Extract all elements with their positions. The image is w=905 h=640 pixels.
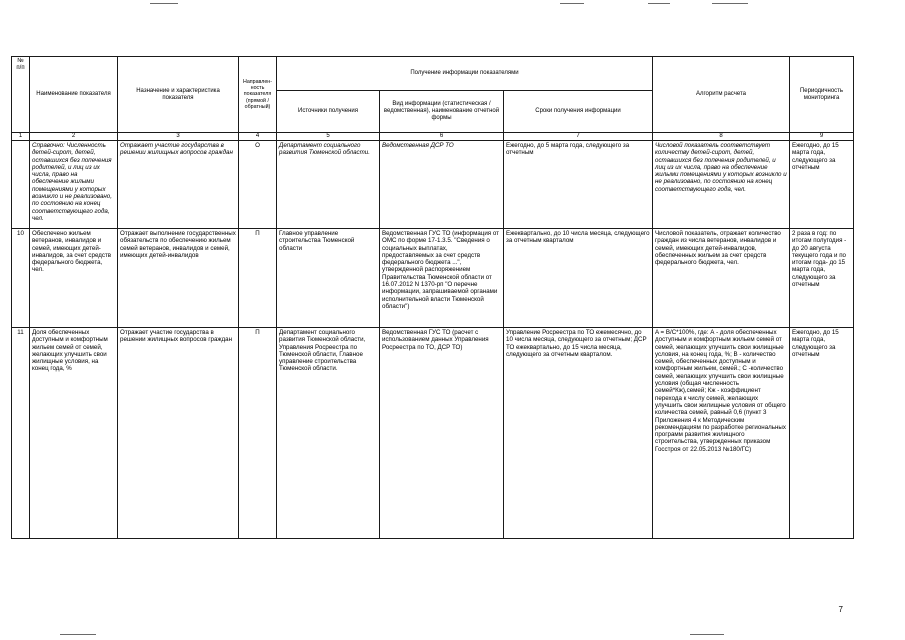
row-purpose: Отражает выполнение государственных обязательств по обеспечению жильем семей ветеранов, инвалидов и семей, имеющих детей-инвалидов (118, 229, 239, 328)
header-algorithm: Алгоритм расчета (653, 57, 790, 133)
col-number: 2 (30, 133, 118, 141)
row-name: Справочно: Численность детей-сирот, детей, оставшихся без попечения родителей, и лиц из их числа, право на обеспечение жилыми помещениями у которых возникло и не реализовано, по состоянию на конец соответствующего года, чел. (30, 141, 118, 229)
scan-edge-top-3 (648, 3, 670, 4)
row-algorithm: Числовой показатель соответствует количеству детей-сирот, детей, оставшихся без попечения родителей, и лиц из их числа, право на обеспечение жилыми помещениями у которых возникло и не реализовано, по состоянию на конец соответствующего года, чел. (653, 141, 790, 229)
row-direction: П (239, 229, 277, 328)
scan-edge-top-2 (560, 3, 584, 4)
col-number: 6 (380, 133, 504, 141)
scan-edge-top-4 (712, 3, 748, 4)
row-num (12, 141, 30, 229)
col-number: 9 (790, 133, 854, 141)
row-info-terms: Управление Росреестра по ТО ежемесячно, до 10 числа месяца, следующего за отчетным; ДСР ТО ежеквартально, до 15 числа месяца, следующего за отчетным кварталом. (504, 328, 653, 539)
row-periodicity: Ежегодно, до 15 марта года, следующего за отчетным (790, 141, 854, 229)
table-row (12, 328, 854, 539)
row-info-terms: Ежегодно, до 5 марта года, следующего за отчетным (504, 141, 653, 229)
col-number: 3 (118, 133, 239, 141)
header-direction: Направлен-ность показателя (прямой / обратный) (239, 57, 277, 133)
header-num: № п/п (12, 57, 30, 133)
row-purpose: Отражает участие государства в решении жилищных вопросов граждан (118, 141, 239, 229)
header-info-group: Получение информации показателями (277, 57, 653, 91)
row-info-type: Ведомственная ДСР ТО (380, 141, 504, 229)
row-info-type: Ведомственная ГУС ТО (информация от ОМС по форме 17-1.3.5. "Сведения о социальных выплатах, предоставляемых за счет средств федерального бюджета ...", утвержденной распоряжением Правительства Тюменской области от 16.07.2012 N 1370-рп "О перечне информации, запрашиваемой органами исполнительной власти Тюменской области") (380, 229, 504, 328)
table-row (12, 141, 854, 229)
row-info-terms: Ежеквартально, до 10 числа месяца, следующего за отчетным кварталом (504, 229, 653, 328)
col-number: 1 (12, 133, 30, 141)
header-name: Наименование показателя (30, 57, 118, 133)
scan-edge-bottom-1 (60, 634, 96, 635)
row-purpose: Отражает участие государства в решении жилищных вопросов граждан (118, 328, 239, 539)
page-number: 7 (838, 605, 843, 614)
row-info-type: Ведомственная ГУС ТО (расчет с использованием данных Управления Росреестра по ТО, ДСР ТО) (380, 328, 504, 539)
indicator-table (11, 56, 854, 539)
scan-edge-top-1 (150, 3, 178, 4)
table-row (12, 229, 854, 328)
header-sources: Источники получения (277, 91, 380, 133)
row-direction: О (239, 141, 277, 229)
row-name: Доля обеспеченных доступным и комфортным жильем семей от семей, желающих улучшить свои жилищные условия, на конец года, % (30, 328, 118, 539)
row-num: 10 (12, 229, 30, 328)
row-sources: Департамент социального развития Тюменской области. (277, 141, 380, 229)
header-info-type: Вид информации (статистическая / ведомственная), наименование отчетной формы (380, 91, 504, 133)
row-name: Обеспечено жильем ветеранов, инвалидов и семей, имеющих детей-инвалидов, за счет средств федерального бюджета, чел. (30, 229, 118, 328)
row-num: 11 (12, 328, 30, 539)
col-number: 8 (653, 133, 790, 141)
header-info-terms: Сроки получения информации (504, 91, 653, 133)
col-number: 7 (504, 133, 653, 141)
row-sources: Главное управление строительства Тюменской области (277, 229, 380, 328)
header-purpose: Назначение и характеристика показателя (118, 57, 239, 133)
col-number: 5 (277, 133, 380, 141)
scan-edge-bottom-2 (690, 634, 724, 635)
row-periodicity: 2 раза в год: по итогам полугодия - до 20 августа текущего года и по итогам года- до 15 марта года, следующего за отчетным (790, 229, 854, 328)
header-periodicity: Периодичность мониторинга (790, 57, 854, 133)
col-number: 4 (239, 133, 277, 141)
row-sources: Департамент социального развития Тюменской области, Управления Росреестра по Тюменской области, Главное управление строительства Тюменской области. (277, 328, 380, 539)
row-algorithm: Числовой показатель, отражает количество граждан из числа ветеранов, инвалидов и семей, имеющих детей-инвалидов, обеспеченных жильем за счет средств федерального бюджета, чел. (653, 229, 790, 328)
row-direction: П (239, 328, 277, 539)
row-algorithm: A = В/С*100%, где: А - доля обеспеченных доступным и комфортным жильем семей от семей, желающих улучшить свои жилищные условия, на конец года, %; В - количество семей, обеспеченных доступным и комфортным жильем, семей.; С -количество семей, желающих улучшить свои жилищные условия (общая численность семей*Кж),семей; Кж - коэффициент перехода к числу семей, желающих улучшить свои жилищные условия от общего количества семей, равный 0,6 (пункт 3 Приложения 4 к Методическим рекомендациям по разработке региональных программ развития жилищного строительства, утвержденных приказом Госстроя от 22.05.2013 №180/ГС) (653, 328, 790, 539)
row-periodicity: Ежегодно, до 15 марта года, следующего за отчетным (790, 328, 854, 539)
